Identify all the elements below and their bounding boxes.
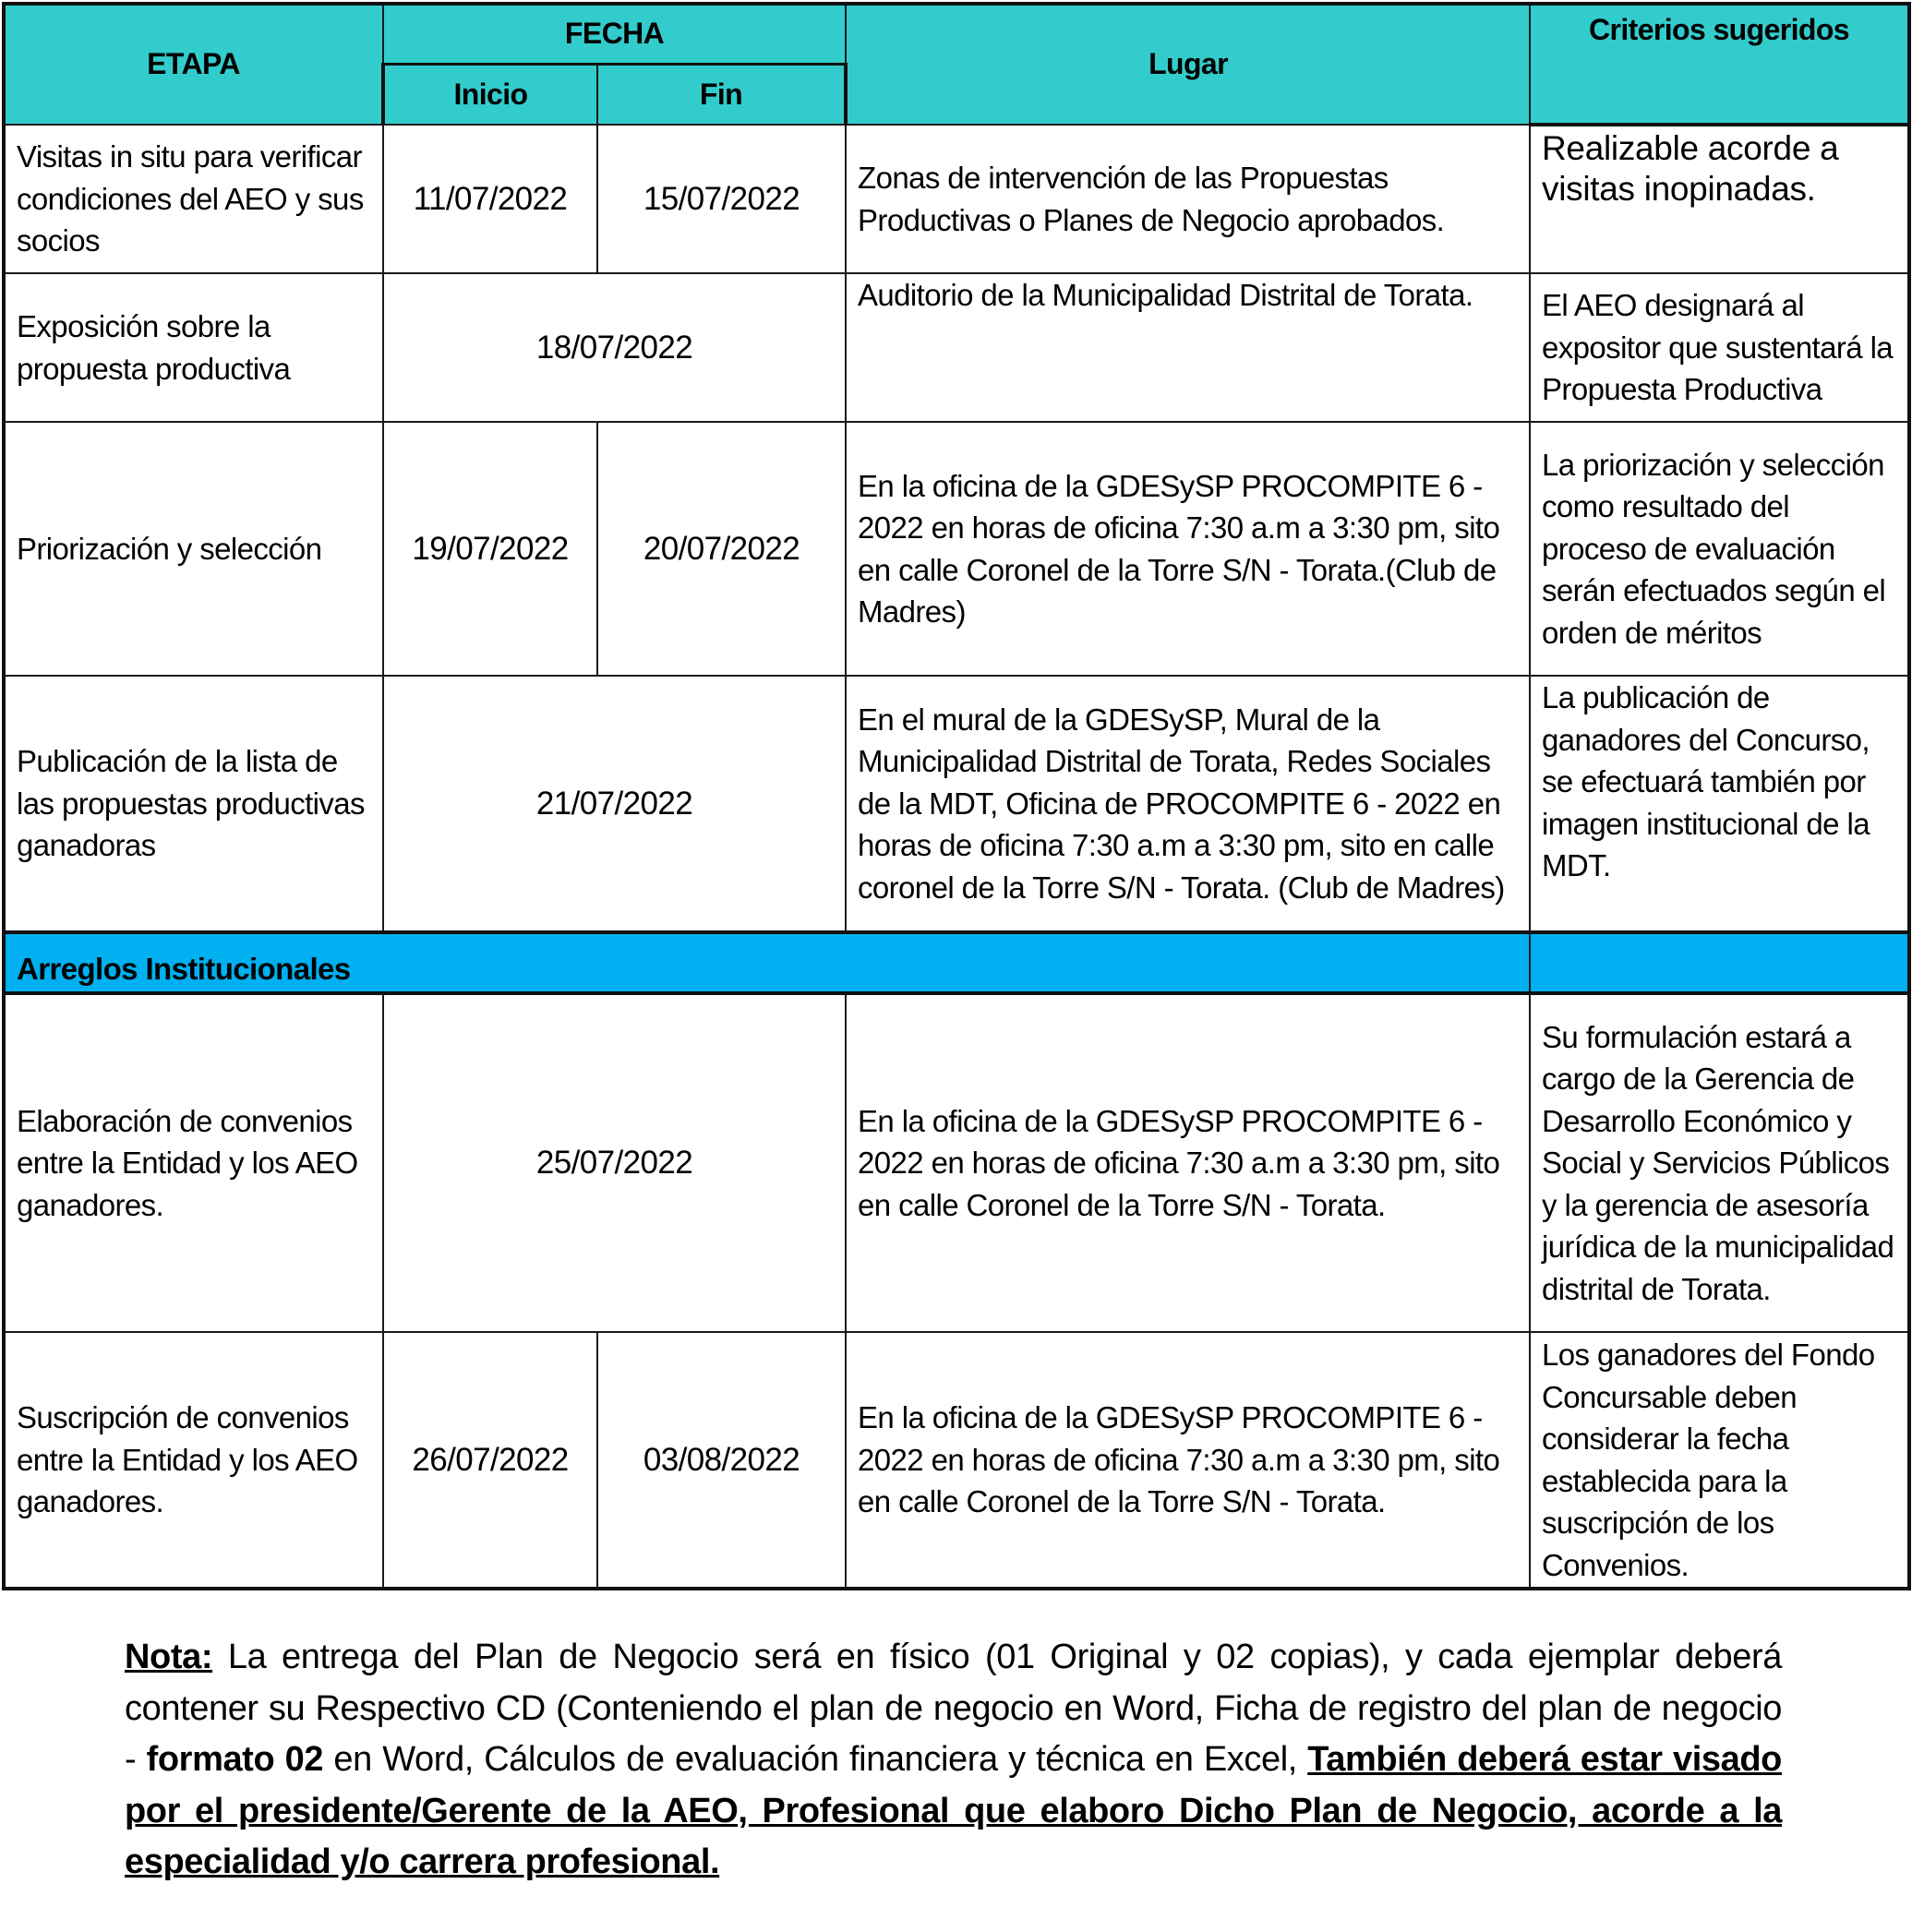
table-row [4, 422, 1909, 676]
header-fin: Fin [597, 64, 846, 125]
etapa-cell: Elaboración de convenios entre la Entidad y los AEO ganadores. [4, 993, 383, 1332]
fecha-date: 25/07/2022 [383, 993, 846, 1332]
fin-date: 03/08/2022 [597, 1332, 846, 1589]
schedule-table [2, 2, 1911, 1590]
fecha-date: 18/07/2022 [383, 273, 846, 422]
table-row [4, 273, 1909, 422]
fin-date: 20/07/2022 [597, 422, 846, 676]
note-paragraph [125, 1632, 1782, 1889]
criterios-cell: La priorización y selección como resultado del proceso de evaluación serán efectuados según el orden de méritos [1530, 422, 1909, 676]
note-emphasis: También deberá estar visado por el presidente/Gerente de la AEO, Profesional que elaboro Dicho Plan de Negocio, acorde a la especialidad y/o carrera profesional. [125, 1740, 1782, 1881]
criterios-cell: Los ganadores del Fondo Concursable deben considerar la fecha establecida para la suscripción de los Convenios. [1530, 1332, 1909, 1589]
etapa-cell: Exposición sobre la propuesta productiva [4, 273, 383, 422]
note-text-1: La entrega del Plan de Negocio será en físico (01 Original y 02 copias), y cada ejemplar deberá contener su Respectivo CD (Conteniendo el plan de negocio en Word, Ficha de registro del plan de negocio - [125, 1638, 1782, 1779]
inicio-date: 26/07/2022 [383, 1332, 597, 1589]
criterios-cell: El AEO designará al expositor que sustentará la Propuesta Productiva [1530, 273, 1909, 422]
lugar-cell: En la oficina de la GDESySP PROCOMPITE 6 - 2022 en horas de oficina 7:30 a.m a 3:30 pm, sito en calle Coronel de la Torre S/N - Torata. [846, 1332, 1530, 1589]
note-format-bold: formato 02 [146, 1740, 324, 1779]
criterios-cell: Realizable acorde a visitas inopinadas. [1530, 125, 1909, 273]
criterios-cell: Su formulación estará a cargo de la Gerencia de Desarrollo Económico y Social y Servicios Públicos y la gerencia de asesoría jurídica de la municipalidad distrital de Torata. [1530, 993, 1909, 1332]
section-title: Arreglos Institucionales [4, 932, 1530, 993]
etapa-cell: Publicación de la lista de las propuestas productivas ganadoras [4, 676, 383, 932]
table-row [4, 1332, 1909, 1589]
lugar-cell: En el mural de la GDESySP, Mural de la Municipalidad Distrital de Torata, Redes Sociales de la MDT, Oficina de PROCOMPITE 6 - 2022 en horas de oficina 7:30 a.m a 3:30 pm, sito en calle coronel de la Torre S/N - Torata. (Club de Madres) [846, 676, 1530, 932]
section-empty-cell [1530, 932, 1909, 993]
etapa-cell: Priorización y selección [4, 422, 383, 676]
inicio-date: 11/07/2022 [383, 125, 597, 273]
note-label: Nota: [125, 1638, 213, 1676]
table-row [4, 993, 1909, 1332]
header-lugar: Lugar [846, 4, 1530, 125]
header-fecha: FECHA [383, 4, 846, 64]
lugar-cell: En la oficina de la GDESySP PROCOMPITE 6 - 2022 en horas de oficina 7:30 a.m a 3:30 pm, sito en calle Coronel de la Torre S/N - Torata.(Club de Madres) [846, 422, 1530, 676]
lugar-cell: Zonas de intervención de las Propuestas Productivas o Planes de Negocio aprobados. [846, 125, 1530, 273]
etapa-cell: Visitas in situ para verificar condiciones del AEO y sus socios [4, 125, 383, 273]
criterios-cell: La publicación de ganadores del Concurso, se efectuará también por imagen institucional de la MDT. [1530, 676, 1909, 932]
fecha-date: 21/07/2022 [383, 676, 846, 932]
header-etapa: ETAPA [4, 4, 383, 125]
section-row [4, 932, 1909, 993]
fin-date: 15/07/2022 [597, 125, 846, 273]
inicio-date: 19/07/2022 [383, 422, 597, 676]
lugar-cell: En la oficina de la GDESySP PROCOMPITE 6 - 2022 en horas de oficina 7:30 a.m a 3:30 pm, sito en calle Coronel de la Torre S/N - Torata. [846, 993, 1530, 1332]
note-text-2: en Word, Cálculos de evaluación financiera y técnica en Excel, [323, 1740, 1308, 1779]
etapa-cell: Suscripción de convenios entre la Entidad y los AEO ganadores. [4, 1332, 383, 1589]
lugar-cell: Auditorio de la Municipalidad Distrital de Torata. [846, 273, 1530, 422]
header-criterios: Criterios sugeridos [1530, 4, 1909, 125]
header-inicio: Inicio [383, 64, 597, 125]
table-row [4, 676, 1909, 932]
table-row [4, 125, 1909, 273]
